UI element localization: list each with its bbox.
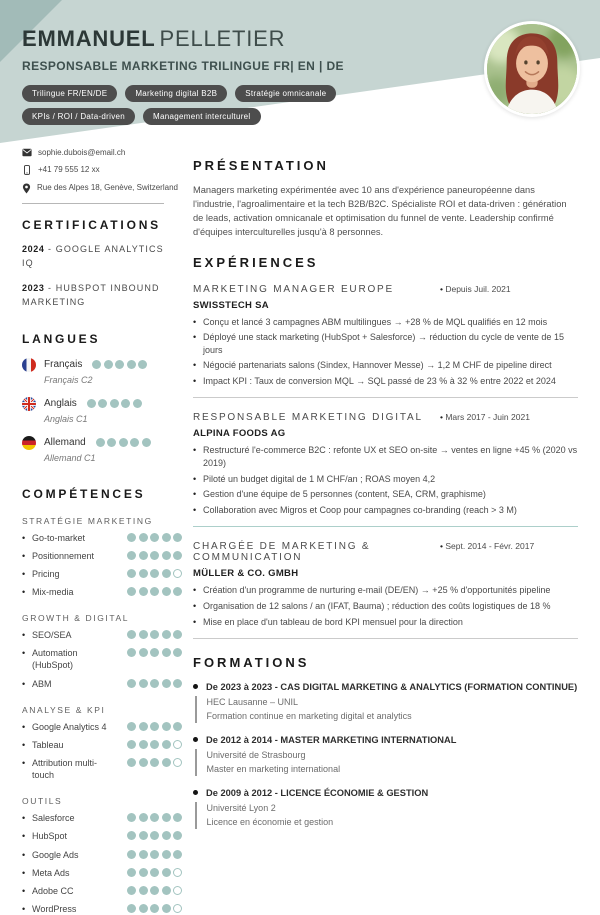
skill-row [22,586,182,598]
level-dot-filled [162,569,171,578]
certification-year: 2024 [22,243,45,254]
header-tag: Management interculturel [143,108,260,125]
skill-label: HubSpot [32,831,68,842]
header-tag: Marketing digital B2B [125,85,227,102]
level-dot-filled [127,758,136,767]
experience-bullet [193,473,578,486]
skill-label: Attribution multi-touch [32,757,98,781]
level-dot-filled [150,886,159,895]
level-dot-filled [162,533,171,542]
level-dot-filled [139,722,148,731]
formations-heading: FORMATIONS [193,655,310,671]
level-dot-filled [127,813,136,822]
level-dot-filled [162,886,171,895]
bullet-icon: • [22,568,26,579]
level-dot-filled [162,758,171,767]
formation-list [193,681,578,829]
level-dot-filled [110,399,119,408]
level-dot-filled [139,758,148,767]
experience-bullet-text: Impact KPI : Taux de conversion MQL → SQL passé de 23 % à 32 % entre 2022 et 2024 [203,375,556,386]
experience-bullet-text: Piloté un budget digital de 1 M CHF/an ; ROAS moyen 4,2 [203,473,436,484]
languages-heading: LANGUES [22,331,101,346]
level-dot-empty [173,904,182,913]
level-dot-filled [173,679,182,688]
experience-bullets [193,316,578,388]
bullet-icon: • [22,885,26,896]
profile-photo [484,21,580,117]
skill-row [22,532,182,544]
level-dot-filled [173,850,182,859]
language-item [22,358,182,385]
skill-label: Positionnement [32,550,95,561]
level-dot-filled [142,438,151,447]
skill-row [22,867,182,879]
skill-group-title: ANALYSE & KPI [22,704,106,715]
skill-level-dots [124,868,182,877]
formation-description: Formation continue en marketing digital et analytics [206,710,412,721]
skills-heading: COMPÉTENCES [22,486,146,501]
skill-row [22,885,182,897]
experience-bullet [193,331,578,356]
bullet-icon: • [22,721,26,732]
person-name [22,26,462,52]
level-dot-filled [150,868,159,877]
skill-level-dots [124,587,182,596]
level-dot-filled [173,551,182,560]
skill-level-dots [124,740,182,749]
bullet-icon: • [193,489,197,500]
level-dot-filled [173,587,182,596]
skill-label: Go-to-market [32,532,86,543]
bullet-icon: • [22,678,26,689]
job-date: • Depuis Juil. 2021 [440,284,578,294]
bullet-icon: • [22,739,26,750]
skill-label: WordPress [32,903,77,914]
level-dot-empty [173,569,182,578]
bullet-icon: • [22,903,26,914]
skill-level-dots [124,569,182,578]
skill-level-dots [124,758,182,767]
experience-bullet-text: Organisation de 12 salons / an (IFAT, Bauma) ; réduction des coûts logistiques de 18 % [203,601,551,612]
experience-bullets [193,444,578,516]
bullet-icon [193,737,198,742]
level-dot-filled [127,569,136,578]
job-date: • Sept. 2014 - Févr. 2017 [440,541,578,551]
skill-label: Adobe CC [32,885,74,896]
experience-bullet-text: Création d'un programme de nurturing e-mail (DE/EN) → +25 % d'opportunités pipeline [203,585,551,596]
certification-title: GOOGLE ANALYTICS IQ [22,243,164,268]
divider [193,397,578,398]
skill-level-dots [124,886,182,895]
level-dot-filled [139,679,148,688]
skill-row [22,830,182,842]
divider [193,526,578,527]
header [22,0,462,125]
divider [22,203,164,204]
formation-title: De 2023 à 2023 - CAS DIGITAL MARKETING & ANALYTICS (FORMATION CONTINUE) [206,682,578,693]
level-dot-filled [121,399,130,408]
skill-level-dots [124,551,182,560]
uk-flag-icon [22,397,36,411]
language-item [22,436,182,463]
bullet-icon: • [193,445,197,456]
level-dot-filled [173,831,182,840]
level-dot-filled [162,551,171,560]
language-level-label: Français C2 [44,374,93,385]
bullet-icon: • [22,849,26,860]
level-dot-filled [162,850,171,859]
portrait-illustration [487,24,577,114]
formation-item [193,787,578,829]
level-dot-filled [127,648,136,657]
german-flag-icon [22,436,36,450]
skill-row [22,903,182,915]
level-dot-filled [162,587,171,596]
level-dot-empty [173,886,182,895]
experience-item [193,284,578,399]
skill-row [22,568,182,580]
level-dot-filled [133,399,142,408]
level-dot-filled [127,904,136,913]
language-name: Anglais [44,398,77,410]
experience-bullet-text: Déployé une stack marketing (HubSpot + Salesforce) → réduction du cycle de vente de 15 jours [203,332,564,355]
language-item [22,397,182,424]
skill-label: Tableau [32,739,64,750]
level-dot-filled [127,886,136,895]
level-dot-filled [96,438,105,447]
bullet-icon: • [22,550,26,561]
level-dot-filled [162,722,171,731]
bullet-icon: • [193,473,197,484]
contact-phone-row [22,165,182,175]
experience-item [193,541,578,639]
experience-bullet-text: Négocié partenariats salons (Sindex, Hannover Messe) → 1,2 M CHF de pipeline direct [203,360,552,371]
experience-bullet-text: Gestion d'une équipe de 5 personnes (content, SEA, CRM, graphisme) [203,489,486,500]
bullet-icon: • [193,601,197,612]
experience-bullet [193,488,578,501]
bullet-icon: • [193,316,197,327]
job-title: MARKETING MANAGER EUROPE [193,283,394,295]
skill-label: SEO/SEA [32,630,72,641]
skill-level-dots [124,648,182,657]
level-dot-filled [104,360,113,369]
bullet-icon: • [22,586,26,597]
header-tag: KPIs / ROI / Data-driven [22,108,135,125]
bullet-icon [193,790,198,795]
level-dot-filled [127,679,136,688]
skill-level-dots [124,679,182,688]
skill-row [22,647,182,671]
skill-group-title: STRATÉGIE MARKETING [22,515,153,526]
experience-bullet [193,504,578,517]
skill-label: Salesforce [32,813,75,824]
level-dot-filled [139,904,148,913]
level-dot-filled [173,533,182,542]
level-dot-filled [138,360,147,369]
level-dot-filled [127,587,136,596]
main-content [193,158,578,829]
experience-bullet [193,444,578,469]
experience-list [193,284,578,640]
formation-school: Université Lyon 2 [206,803,276,814]
skill-row [22,849,182,861]
skill-label: Mix-media [32,586,74,597]
french-flag-icon [22,358,36,372]
company-name: MÜLLER & CO. GMBH [193,568,299,580]
level-dot-filled [127,551,136,560]
level-dot-filled [127,630,136,639]
level-dot-filled [150,569,159,578]
experience-bullet [193,616,578,629]
email-icon [22,148,32,157]
contact-address-row [22,183,182,194]
formation-item [193,681,578,723]
language-level-label: Allemand C1 [44,452,96,463]
skill-level-dots [124,850,182,859]
level-dot-filled [127,850,136,859]
presentation-text: Managers marketing expérimentée avec 10 ans d'expérience paneuropéenne dans l'industrie, l'agroalimentaire et la tech B2B/B2C. Spécialiste ROI et data-driven : génération de leads, activation omnicanale et optimisation du funnel de vente. Leadership confirmé d'équipes interculturelles jusqu'à 8 personnes. [193,185,567,238]
level-dot-filled [150,904,159,913]
level-dot-filled [107,438,116,447]
experience-bullet-text: Mise en place d'un tableau de bord KPI mensuel pour la direction [203,616,463,627]
level-dot-filled [139,533,148,542]
skill-level-dots [124,904,182,913]
bullet-icon: • [22,532,26,543]
level-dot-filled [87,399,96,408]
level-dot-filled [139,868,148,877]
level-dot-filled [139,630,148,639]
formation-school: HEC Lausanne – UNIL [206,697,299,708]
level-dot-filled [150,813,159,822]
experience-bullet [193,600,578,613]
bullet-icon: • [22,867,26,878]
level-dot-filled [127,533,136,542]
level-dot-filled [115,360,124,369]
level-dot-filled [162,648,171,657]
skill-label: Automation (HubSpot) [32,648,78,671]
level-dot-filled [127,360,136,369]
bullet-icon: • [193,616,197,627]
bullet-icon: • [22,757,26,768]
experience-bullet-text: Collaboration avec Migros et Coop pour campagnes co-branding (reach > 3 M) [203,504,517,515]
level-dot-filled [150,831,159,840]
header-tag: Stratégie omnicanale [235,85,336,102]
level-dot-filled [150,679,159,688]
level-dot-filled [150,758,159,767]
level-dot-filled [127,868,136,877]
header-tag: Trilingue FR/EN/DE [22,85,117,102]
experience-bullet-text: Restructuré l'e-commerce B2C : refonte UX et SEO on-site → ventes en ligne +45 % (2020 vs 2019) [203,445,578,469]
skill-row [22,721,182,733]
skill-label: Google Ads [32,849,79,860]
skill-label: Pricing [32,568,60,579]
level-dot-filled [139,850,148,859]
bullet-icon: • [22,648,26,659]
phone-icon [22,165,32,175]
certification-item: 2023 - HUBSPOT INBOUND MARKETING [22,282,160,307]
level-dot-filled [150,648,159,657]
sidebar [22,148,182,915]
skill-label: Google Analytics 4 [32,721,107,732]
level-dot-filled [150,587,159,596]
level-dot-filled [150,722,159,731]
level-dot-filled [139,831,148,840]
skill-group [22,705,182,782]
last-name: PELLETIER [159,26,286,51]
level-dot-filled [173,630,182,639]
level-dot-filled [150,533,159,542]
certifications-heading: CERTIFICATIONS [22,217,161,232]
skill-level-dots [124,831,182,840]
formation-title: De 2009 à 2012 - LICENCE ÉCONOMIE & GESTION [206,788,429,799]
language-level-label: Anglais C1 [44,413,88,424]
experience-bullets [193,584,578,628]
header-tags [22,85,452,125]
level-dot-filled [139,648,148,657]
experience-bullet [193,584,578,597]
level-dot-filled [162,813,171,822]
level-dot-filled [150,551,159,560]
skill-label: ABM [32,678,52,689]
language-name: Allemand [44,437,86,449]
level-dot-filled [139,813,148,822]
skills-groups [22,516,182,915]
level-dot-filled [150,740,159,749]
skill-row [22,629,182,641]
experience-bullet [193,359,578,372]
contact-address: Rue des Alpes 18, Genève, Switzerland [37,182,178,192]
certification-title: HUBSPOT INBOUND MARKETING [22,282,160,307]
certification-item: 2024 - GOOGLE ANALYTICS IQ [22,243,164,268]
level-dot-filled [139,886,148,895]
company-name: SWISSTECH SA [193,299,269,311]
level-dot-filled [150,850,159,859]
skill-group [22,796,182,915]
level-dot-filled [92,360,101,369]
bullet-icon: • [22,831,26,842]
bullet-icon: • [193,504,197,515]
level-dot-filled [162,740,171,749]
location-icon [22,183,31,194]
bullet-icon: • [193,375,197,386]
language-level-dots [92,360,147,369]
language-level-dots [87,399,142,408]
level-dot-filled [173,722,182,731]
level-dot-filled [162,868,171,877]
level-dot-filled [162,904,171,913]
skill-group-title: GROWTH & DIGITAL [22,613,130,624]
bullet-icon: • [193,332,197,343]
language-name: Français [44,359,83,371]
level-dot-filled [162,679,171,688]
level-dot-empty [173,758,182,767]
skill-group [22,516,182,599]
level-dot-filled [130,438,139,447]
experience-bullet [193,316,578,329]
language-level-dots [96,438,151,447]
contact-email-row [22,148,182,158]
job-date: • Mars 2017 - Juin 2021 [440,412,578,422]
level-dot-filled [173,813,182,822]
level-dot-filled [139,740,148,749]
experience-bullet [193,375,578,388]
level-dot-filled [139,569,148,578]
job-title: CHARGÉE DE MARKETING & COMMUNICATION [193,541,371,564]
bullet-icon: • [193,360,197,371]
bullet-icon: • [22,630,26,641]
formation-school: Université de Strasbourg [206,750,306,761]
skill-row [22,757,182,781]
skill-level-dots [124,533,182,542]
skill-level-dots [124,722,182,731]
experience-item [193,412,578,527]
formation-title: De 2012 à 2014 - MASTER MARKETING INTERNATIONAL [206,735,457,746]
level-dot-filled [162,831,171,840]
languages-list [22,358,182,463]
bullet-icon [193,684,198,689]
level-dot-filled [162,630,171,639]
level-dot-filled [119,438,128,447]
formation-description: Licence en économie et gestion [206,816,334,827]
skill-group [22,613,182,690]
level-dot-filled [127,740,136,749]
skill-label: Meta Ads [32,867,70,878]
bullet-icon: • [193,585,197,596]
job-title: RESPONSABLE MARKETING DIGITAL [193,412,423,424]
contact-email: sophie.dubois@email.ch [38,148,126,157]
company-name: ALPINA FOODS AG [193,428,286,440]
level-dot-filled [127,722,136,731]
skill-level-dots [124,630,182,639]
level-dot-empty [173,868,182,877]
certification-year: 2023 [22,282,45,293]
skill-group-title: OUTILS [22,796,63,807]
skill-row [22,739,182,751]
level-dot-filled [127,831,136,840]
experiences-heading: EXPÉRIENCES [193,254,319,270]
first-name: EMMANUEL [22,26,156,51]
skill-row [22,812,182,824]
formation-description: Master en marketing international [206,763,341,774]
skill-row [22,550,182,562]
level-dot-filled [139,587,148,596]
level-dot-filled [98,399,107,408]
level-dot-filled [150,630,159,639]
level-dot-filled [173,648,182,657]
skill-level-dots [124,813,182,822]
job-headline: RESPONSABLE MARKETING TRILINGUE FR| EN | DE [22,59,344,73]
presentation-heading: PRÉSENTATION [193,158,329,173]
bullet-icon: • [22,813,26,824]
level-dot-empty [173,740,182,749]
experience-bullet-text: Conçu et lancé 3 campagnes ABM multilingues → +28 % de MQL qualifiés en 12 mois [203,316,548,327]
formation-item [193,734,578,776]
level-dot-filled [139,551,148,560]
divider [193,638,578,639]
contact-phone: +41 79 555 12 xx [38,165,100,175]
skill-row [22,678,182,690]
